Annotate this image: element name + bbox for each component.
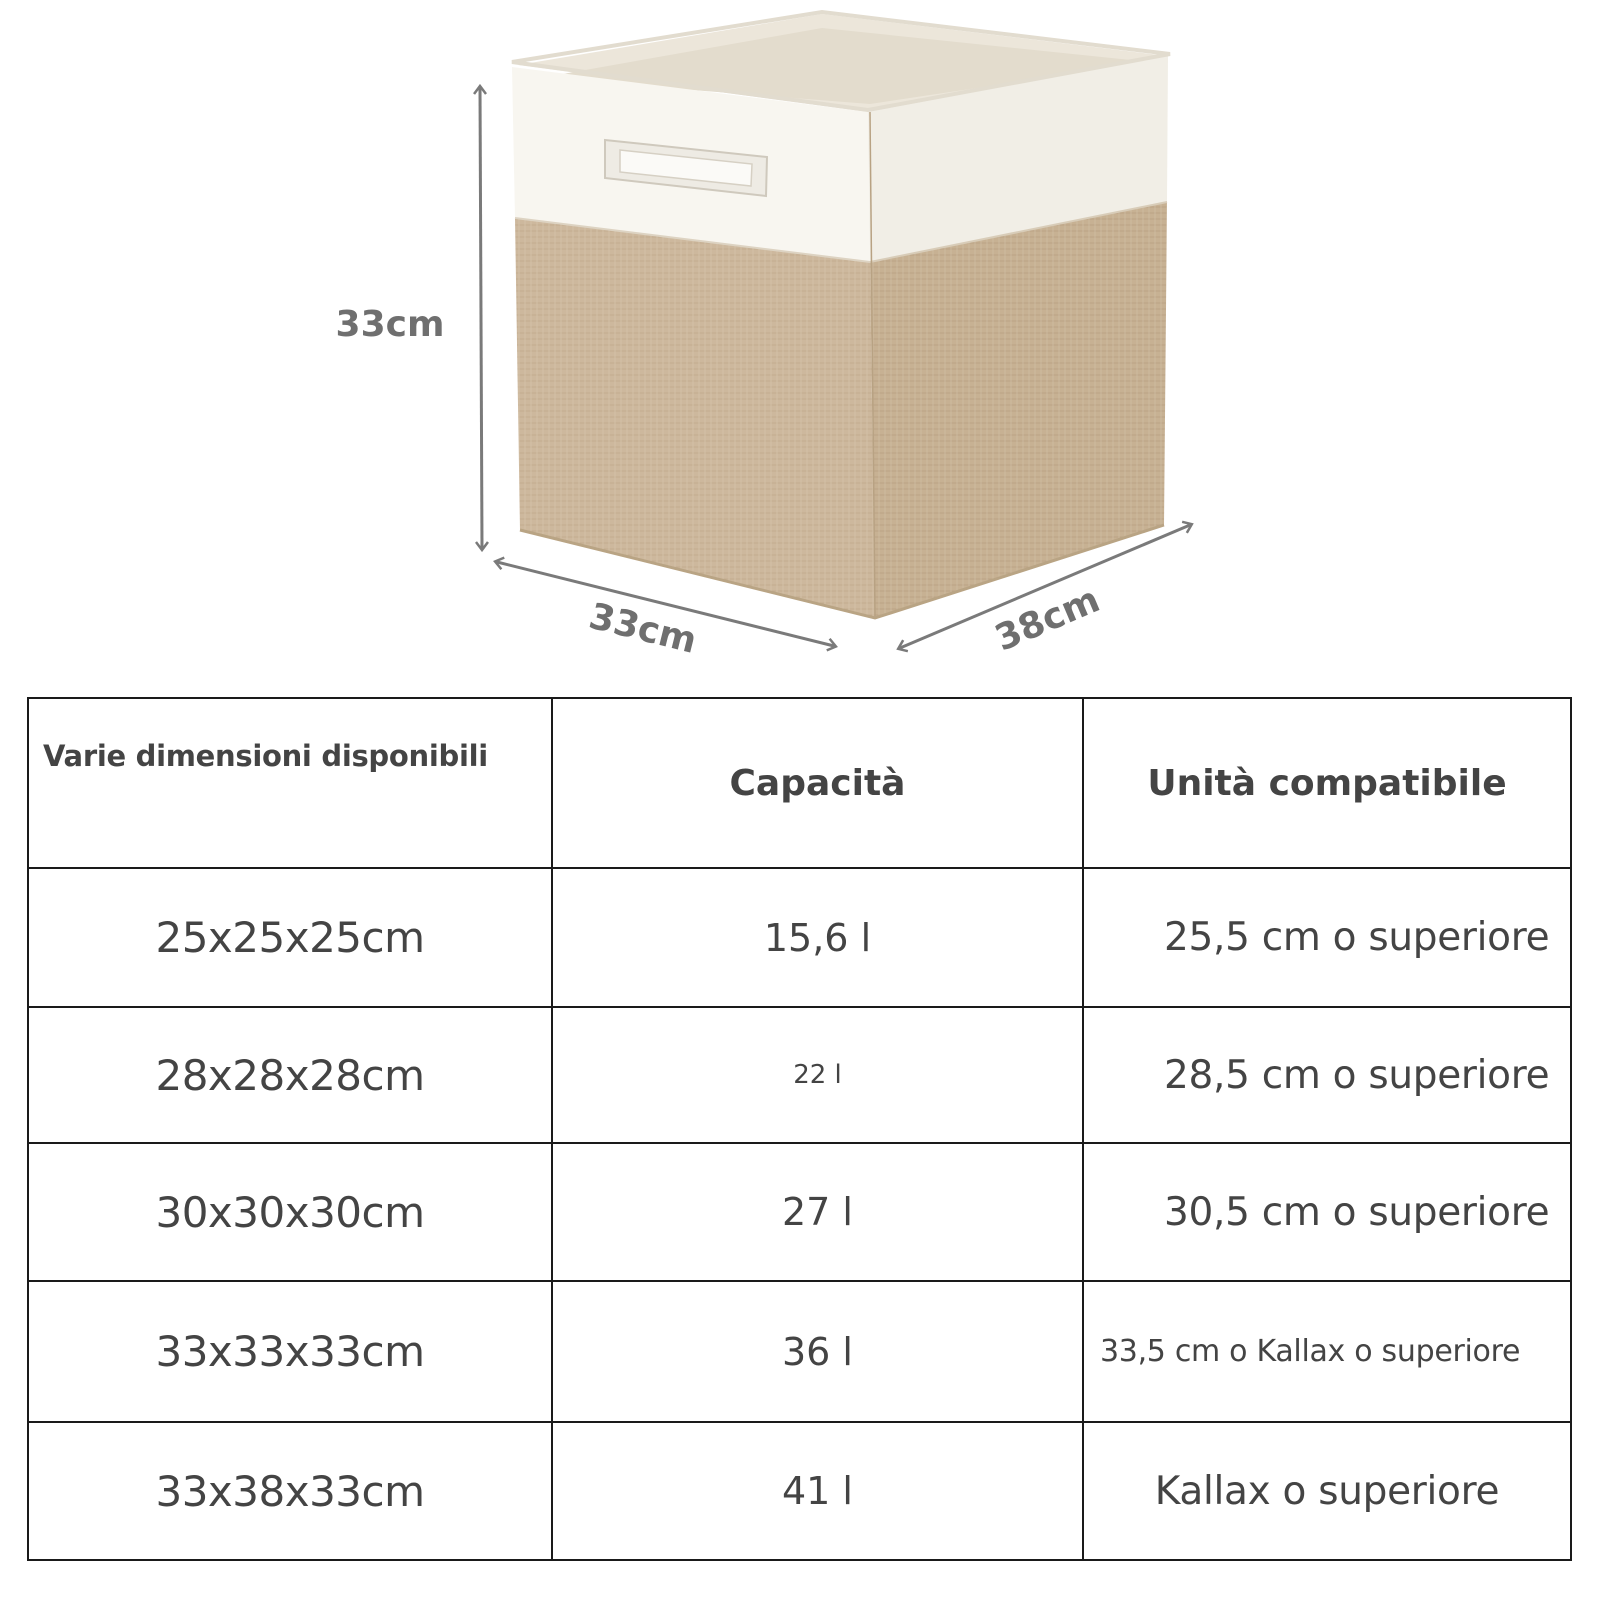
capacity-cell: 36 l <box>552 1281 1083 1422</box>
size-cell: 33x38x33cm <box>28 1422 552 1560</box>
box-side-face <box>868 56 1168 618</box>
unit-cell: 30,5 cm o superiore <box>1083 1143 1571 1281</box>
table-row <box>28 1143 1571 1281</box>
unit-cell: Kallax o superiore <box>1083 1422 1571 1560</box>
unit-cell: 25,5 cm o superiore <box>1083 868 1571 1007</box>
unit-cell: 28,5 cm o superiore <box>1083 1007 1571 1143</box>
capacity-cell: 22 l <box>552 1007 1083 1143</box>
depth-label: 38cm <box>989 579 1106 660</box>
table-header-row <box>28 698 1571 868</box>
header-sizes: Varie dimensioni disponibili <box>28 698 552 868</box>
table-row <box>28 1281 1571 1422</box>
storage-box-figure <box>0 0 1600 680</box>
capacity-cell: 15,6 l <box>552 868 1083 1007</box>
table-row <box>28 868 1571 1007</box>
height-arrow <box>480 88 482 548</box>
size-cell: 33x33x33cm <box>28 1281 552 1422</box>
table-row <box>28 1422 1571 1560</box>
table-row <box>28 1007 1571 1143</box>
width-label: 33cm <box>584 595 701 662</box>
height-label: 33cm <box>335 304 445 345</box>
size-cell: 30x30x30cm <box>28 1143 552 1281</box>
unit-cell: 33,5 cm o Kallax o superiore <box>1083 1281 1571 1422</box>
size-table <box>27 697 1572 1561</box>
capacity-cell: 41 l <box>552 1422 1083 1560</box>
header-compatible-unit: Unità compatibile <box>1083 698 1571 868</box>
size-cell: 28x28x28cm <box>28 1007 552 1143</box>
size-cell: 25x25x25cm <box>28 868 552 1007</box>
header-capacity: Capacità <box>552 698 1083 868</box>
capacity-cell: 27 l <box>552 1143 1083 1281</box>
